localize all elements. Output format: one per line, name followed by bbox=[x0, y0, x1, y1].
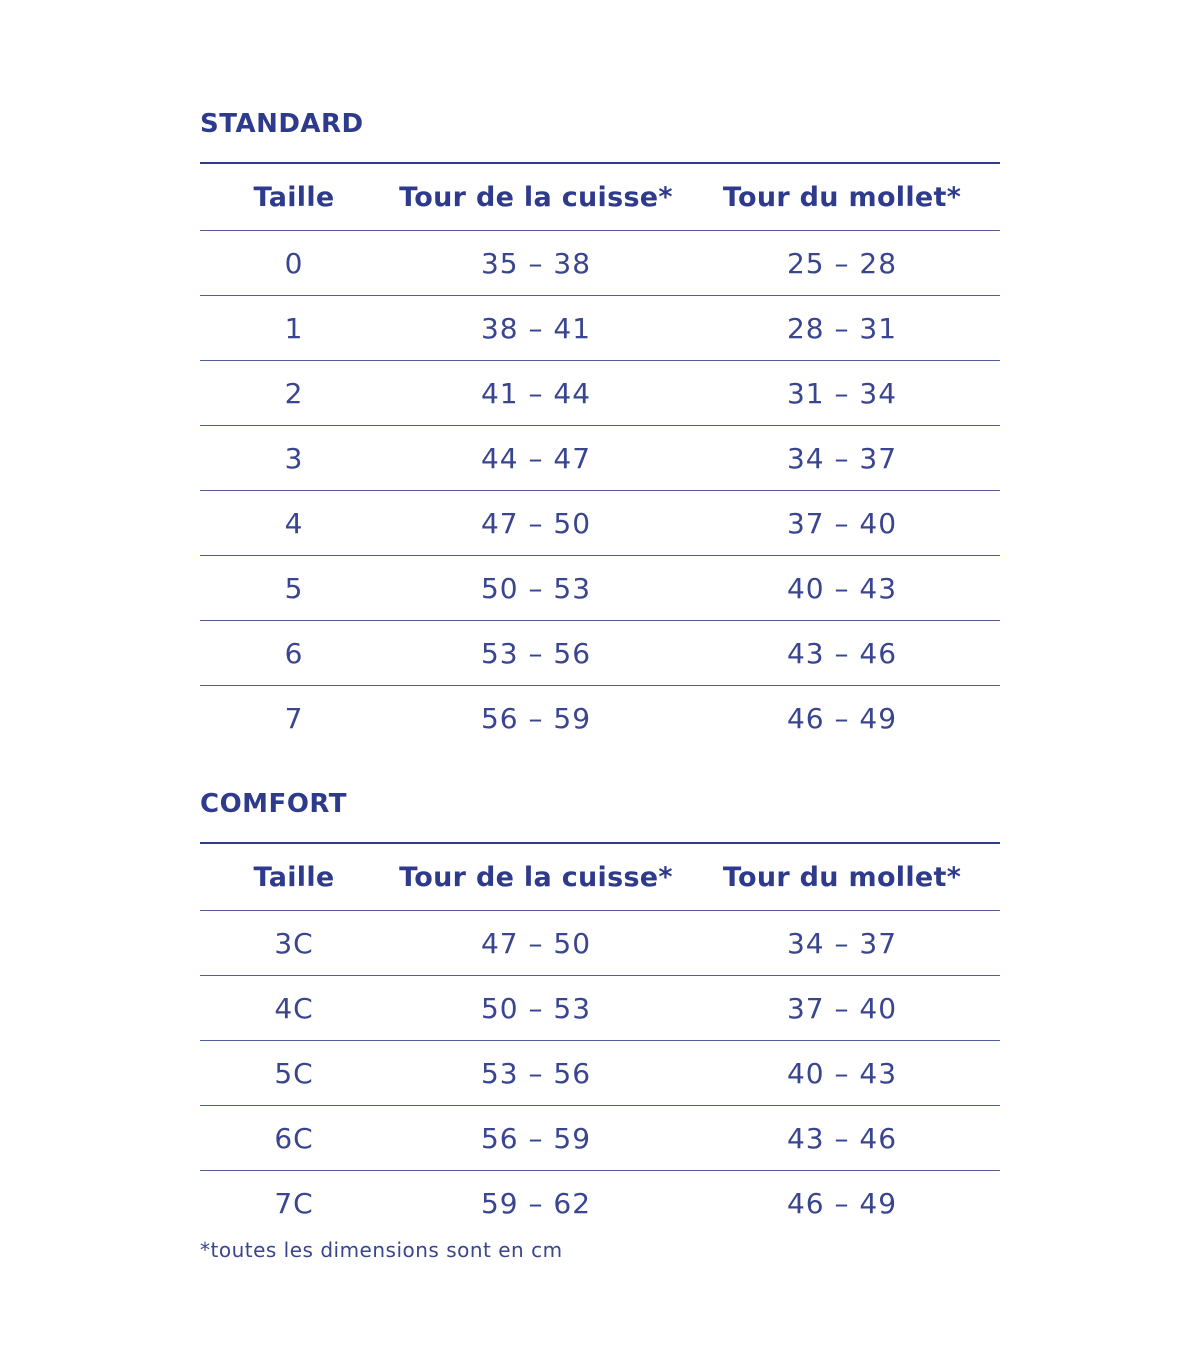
cell-taille: 5 bbox=[284, 571, 304, 605]
cell-taille: 3 bbox=[284, 441, 304, 475]
cell-tour-cuisse: 35 – 38 bbox=[480, 246, 592, 280]
table-row bbox=[200, 296, 1000, 361]
cell-tour-mollet: 46 – 49 bbox=[786, 701, 898, 735]
cell-tour-cuisse: 44 – 47 bbox=[480, 441, 592, 475]
standard-section bbox=[200, 108, 1000, 750]
table-row bbox=[200, 1171, 1000, 1235]
cell-tour-cuisse: 50 – 53 bbox=[480, 991, 592, 1025]
table-row bbox=[200, 976, 1000, 1041]
comfort-section bbox=[200, 788, 1000, 1235]
table-row bbox=[200, 231, 1000, 296]
cell-taille: 6C bbox=[274, 1121, 314, 1155]
header-tour-mollet: Tour du mollet* bbox=[722, 861, 962, 893]
comfort-title: COMFORT bbox=[200, 789, 348, 819]
cell-tour-cuisse: 56 – 59 bbox=[480, 1121, 592, 1155]
cell-tour-mollet: 34 – 37 bbox=[786, 926, 898, 960]
cell-tour-mollet: 28 – 31 bbox=[786, 311, 898, 345]
table-row bbox=[200, 686, 1000, 750]
cell-tour-mollet: 37 – 40 bbox=[786, 506, 898, 540]
footnote: *toutes les dimensions sont en cm bbox=[200, 1238, 563, 1262]
cell-tour-cuisse: 56 – 59 bbox=[480, 701, 592, 735]
cell-taille: 5C bbox=[274, 1056, 314, 1090]
header-tour-cuisse: Tour de la cuisse* bbox=[399, 861, 673, 893]
cell-tour-mollet: 46 – 49 bbox=[786, 1186, 898, 1220]
table-row bbox=[200, 556, 1000, 621]
cell-tour-cuisse: 53 – 56 bbox=[480, 1056, 592, 1090]
table-row bbox=[200, 621, 1000, 686]
cell-taille: 7 bbox=[284, 701, 304, 735]
cell-tour-cuisse: 38 – 41 bbox=[480, 311, 592, 345]
cell-tour-cuisse: 50 – 53 bbox=[480, 571, 592, 605]
table-row bbox=[200, 1106, 1000, 1171]
cell-tour-cuisse: 59 – 62 bbox=[480, 1186, 592, 1220]
standard-size-table bbox=[200, 162, 1000, 750]
cell-taille: 7C bbox=[274, 1186, 314, 1220]
standard-title: STANDARD bbox=[200, 109, 364, 139]
cell-taille: 3C bbox=[274, 926, 314, 960]
table-row bbox=[200, 491, 1000, 556]
table-row bbox=[200, 911, 1000, 976]
cell-taille: 4C bbox=[274, 991, 314, 1025]
table-row bbox=[200, 361, 1000, 426]
cell-tour-cuisse: 47 – 50 bbox=[480, 506, 592, 540]
comfort-size-table bbox=[200, 842, 1000, 1235]
header-tour-cuisse: Tour de la cuisse* bbox=[399, 181, 673, 213]
cell-tour-mollet: 40 – 43 bbox=[786, 1056, 898, 1090]
table-header-row bbox=[200, 164, 1000, 231]
cell-tour-mollet: 43 – 46 bbox=[786, 1121, 898, 1155]
header-taille: Taille bbox=[253, 181, 335, 213]
header-taille: Taille bbox=[253, 861, 335, 893]
cell-taille: 1 bbox=[284, 311, 304, 345]
table-header-row bbox=[200, 844, 1000, 911]
cell-taille: 2 bbox=[284, 376, 304, 410]
cell-tour-mollet: 34 – 37 bbox=[786, 441, 898, 475]
cell-tour-mollet: 31 – 34 bbox=[786, 376, 898, 410]
cell-tour-cuisse: 53 – 56 bbox=[480, 636, 592, 670]
cell-tour-cuisse: 41 – 44 bbox=[480, 376, 592, 410]
cell-tour-mollet: 40 – 43 bbox=[786, 571, 898, 605]
cell-tour-mollet: 37 – 40 bbox=[786, 991, 898, 1025]
table-row bbox=[200, 426, 1000, 491]
cell-tour-mollet: 25 – 28 bbox=[786, 246, 898, 280]
cell-tour-mollet: 43 – 46 bbox=[786, 636, 898, 670]
cell-taille: 0 bbox=[284, 246, 304, 280]
cell-tour-cuisse: 47 – 50 bbox=[480, 926, 592, 960]
table-row bbox=[200, 1041, 1000, 1106]
cell-taille: 4 bbox=[284, 506, 304, 540]
cell-taille: 6 bbox=[284, 636, 304, 670]
header-tour-mollet: Tour du mollet* bbox=[722, 181, 962, 213]
